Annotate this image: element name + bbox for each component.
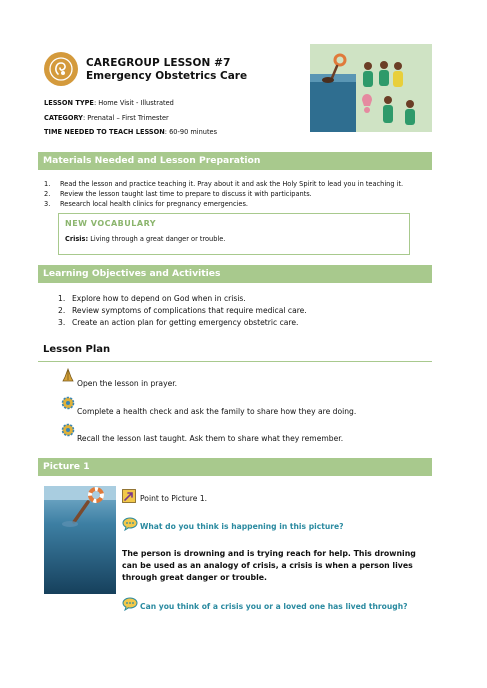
praying-hands-icon: [60, 367, 76, 383]
vocabulary-definition: Crisis: Living through a great danger or trouble.: [65, 235, 226, 243]
lesson-time: TIME NEEDED TO TEACH LESSON: 60-90 minutes: [44, 128, 218, 136]
vocabulary-title: NEW VOCABULARY: [65, 219, 157, 228]
speech-bubble-icon: [122, 517, 138, 531]
gear-icon: [60, 422, 76, 438]
caregroup-logo-icon: [44, 52, 78, 86]
lesson-type: LESSON TYPE: Home Visit - Illustrated: [44, 99, 174, 107]
list-item: 1. Explore how to depend on God when in crisis.: [58, 294, 246, 303]
point-instruction: Point to Picture 1.: [122, 489, 207, 503]
lesson-subtitle: Emergency Obstetrics Care: [86, 69, 248, 82]
materials-heading: Materials Needed and Lesson Preparation: [38, 152, 432, 170]
plan-item-recall: Recall the lesson last taught. Ask them to share what they remember.: [60, 427, 343, 443]
list-item: 2. Review the lesson taught last time to prepare to discuss it with participants.: [44, 190, 312, 198]
objectives-list: [58, 294, 307, 330]
picture-answer: The person is drowning and is trying reach for help. This drowning can be used as an analogy of crisis, a crisis is when a person lives through great danger or trouble.: [122, 549, 416, 582]
gear-icon: [60, 395, 76, 411]
picture-heading: Picture 1: [38, 458, 432, 476]
objectives-heading: Learning Objectives and Activities: [38, 265, 432, 283]
list-item: 2. Review symptoms of complications that require medical care.: [58, 306, 307, 315]
plan-item-health-check: Complete a health check and ask the family to share how they are doing.: [60, 400, 356, 416]
plan-item-prayer: Open the lesson in prayer.: [60, 372, 177, 388]
lesson-illustration: [310, 44, 432, 132]
lesson-plan-heading: Lesson Plan: [38, 340, 432, 362]
vocabulary-box: [58, 213, 410, 255]
lesson-title: CAREGROUP LESSON #7: [86, 56, 231, 69]
lesson-category: CATEGORY: Prenatal – First Trimester: [44, 114, 169, 122]
pointing-arrow-icon: [122, 489, 138, 503]
materials-steps: [44, 180, 403, 210]
list-item: 3. Create an action plan for getting emergency obstetric care.: [58, 318, 299, 327]
discussion-question-2: Can you think of a crisis you or a loved one has lived through?: [122, 597, 408, 611]
drowning-picture: [44, 486, 116, 594]
list-item: 1. Read the lesson and practice teaching it. Pray about it and ask the Holy Spirit to lead you in teaching it.: [44, 180, 404, 188]
list-item: 3. Research local health clinics for pregnancy emergencies.: [44, 200, 249, 208]
speech-bubble-icon: [122, 597, 138, 611]
discussion-question-1: What do you think is happening in this picture?: [122, 517, 344, 531]
lesson-header: [44, 52, 247, 86]
